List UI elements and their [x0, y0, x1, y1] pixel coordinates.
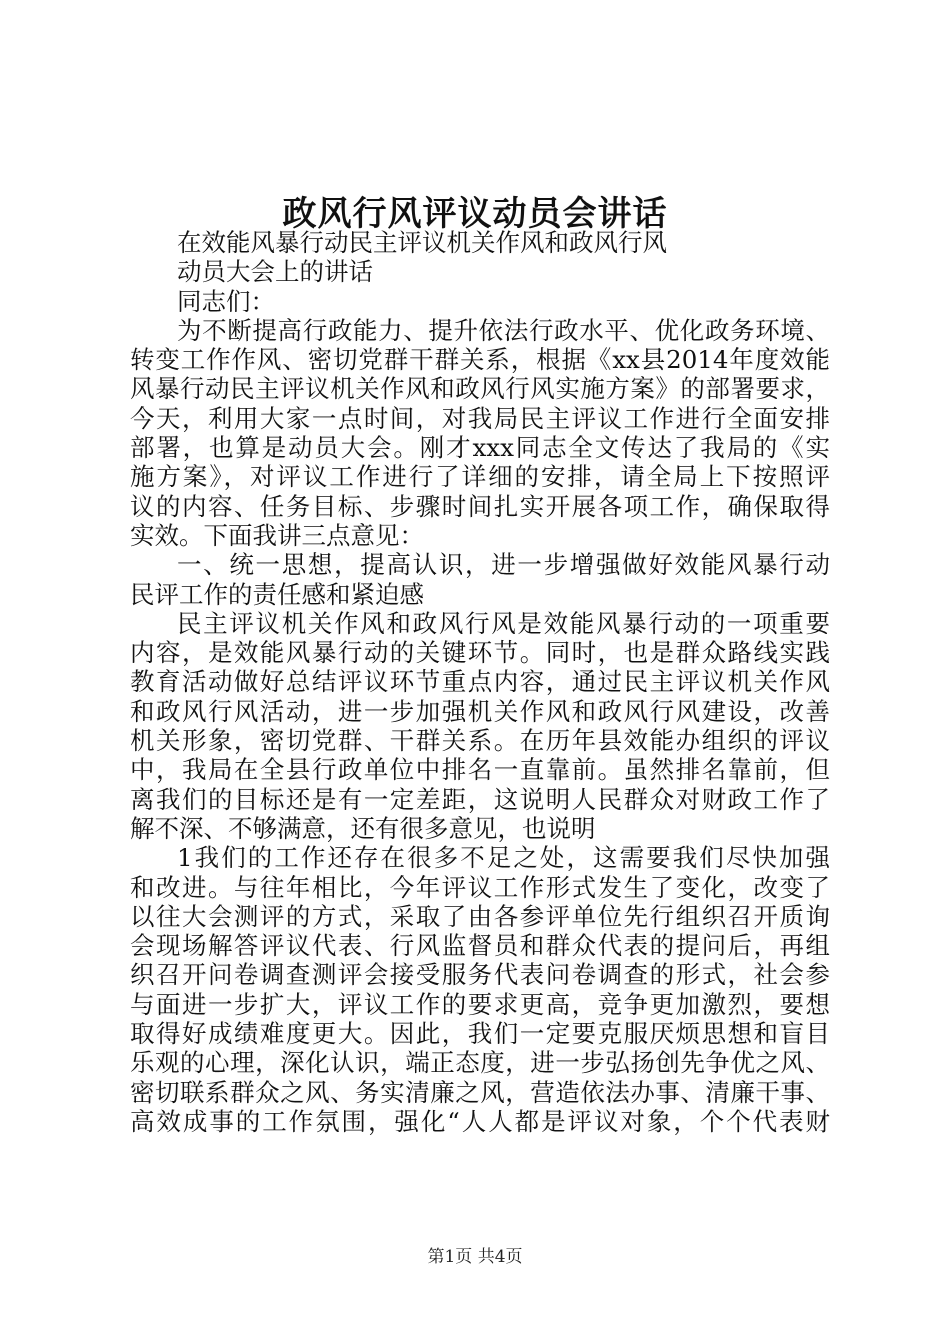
- text-line: 中，我局在全县行政单位中排名一直靠前。虽然排名靠前，但: [130, 755, 830, 785]
- text-line: 和政风行风活动，进一步加强机关作风和政风行风建设，改善: [130, 696, 830, 726]
- text-line: 高效成事的工作氛围，强化“人人都是评议对象，个个代表财: [130, 1106, 830, 1136]
- subtitle-line-2: 动员大会上的讲话: [177, 257, 373, 287]
- document-body: [130, 228, 830, 1136]
- text-line: 民主评议机关作风和政风行风是效能风暴行动的一项重要: [177, 608, 830, 638]
- text-line: 转变工作作风、密切党群干群关系，根据《xx县2014年度效能: [130, 345, 830, 375]
- text-line: 取得好成绩难度更大。因此，我们一定要克服厌烦思想和盲目: [130, 1019, 830, 1049]
- text-line: 部署，也算是动员大会。刚才xxx同志全文传达了我局的《实: [130, 433, 830, 463]
- subtitle-line-1: 在效能风暴行动民主评议机关作风和政风行风: [177, 228, 667, 257]
- text-line: 今天，利用大家一点时间，对我局民主评议工作进行全面安排: [130, 403, 830, 433]
- text-line: 1我们的工作还存在很多不足之处，这需要我们尽快加强: [177, 843, 830, 873]
- text-line: 议的内容、任务目标、步骤时间扎实开展各项工作，确保取得: [130, 491, 830, 521]
- text-line: 机关形象，密切党群、干群关系。在历年县效能办组织的评议: [130, 726, 830, 756]
- text-line: 以往大会测评的方式，采取了由各参评单位先行组织召开质询: [130, 901, 830, 931]
- text-line: 密切联系群众之风、务实清廉之风，营造依法办事、清廉干事、: [130, 1077, 830, 1107]
- page-number-footer: 第1页 共4页: [427, 1247, 523, 1267]
- text-line: 实效。下面我讲三点意见：: [130, 520, 424, 550]
- section-heading-line: 民评工作的责任感和紧迫感: [130, 579, 424, 609]
- text-line: 织召开问卷调查测评会接受服务代表问卷调查的形式，社会参: [130, 960, 830, 990]
- document-title: 政风行风评议动员会讲话: [282, 194, 668, 234]
- text-line: 教育活动做好总结评议环节重点内容，通过民主评议机关作风: [130, 667, 830, 697]
- text-line: 离我们的目标还是有一定差距，这说明人民群众对财政工作了: [130, 784, 830, 814]
- text-line: 施方案》，对评议工作进行了详细的安排，请全局上下按照评: [130, 462, 830, 492]
- salutation: 同志们：: [177, 286, 275, 316]
- section-heading-line: 一、统一思想，提高认识，进一步增强做好效能风暴行动: [177, 550, 830, 580]
- text-line: 和改进。与往年相比，今年评议工作形式发生了变化，改变了: [130, 872, 830, 902]
- text-line: 乐观的心理，深化认识，端正态度，进一步弘扬创先争优之风、: [130, 1048, 830, 1078]
- text-line: 会现场解答评议代表、行风监督员和群众代表的提问后，再组: [130, 931, 830, 961]
- text-line: 为不断提高行政能力、提升依法行政水平、优化政务环境、: [177, 315, 830, 345]
- text-line: 解不深、不够满意，还有很多意见，也说明: [130, 813, 596, 843]
- text-line: 与面进一步扩大，评议工作的要求更高，竞争更加激烈，要想: [130, 989, 830, 1019]
- text-line: 内容，是效能风暴行动的关键环节。同时，也是群众路线实践: [130, 638, 830, 668]
- text-line: 风暴行动民主评议机关作风和政风行风实施方案》的部署要求，: [130, 374, 830, 404]
